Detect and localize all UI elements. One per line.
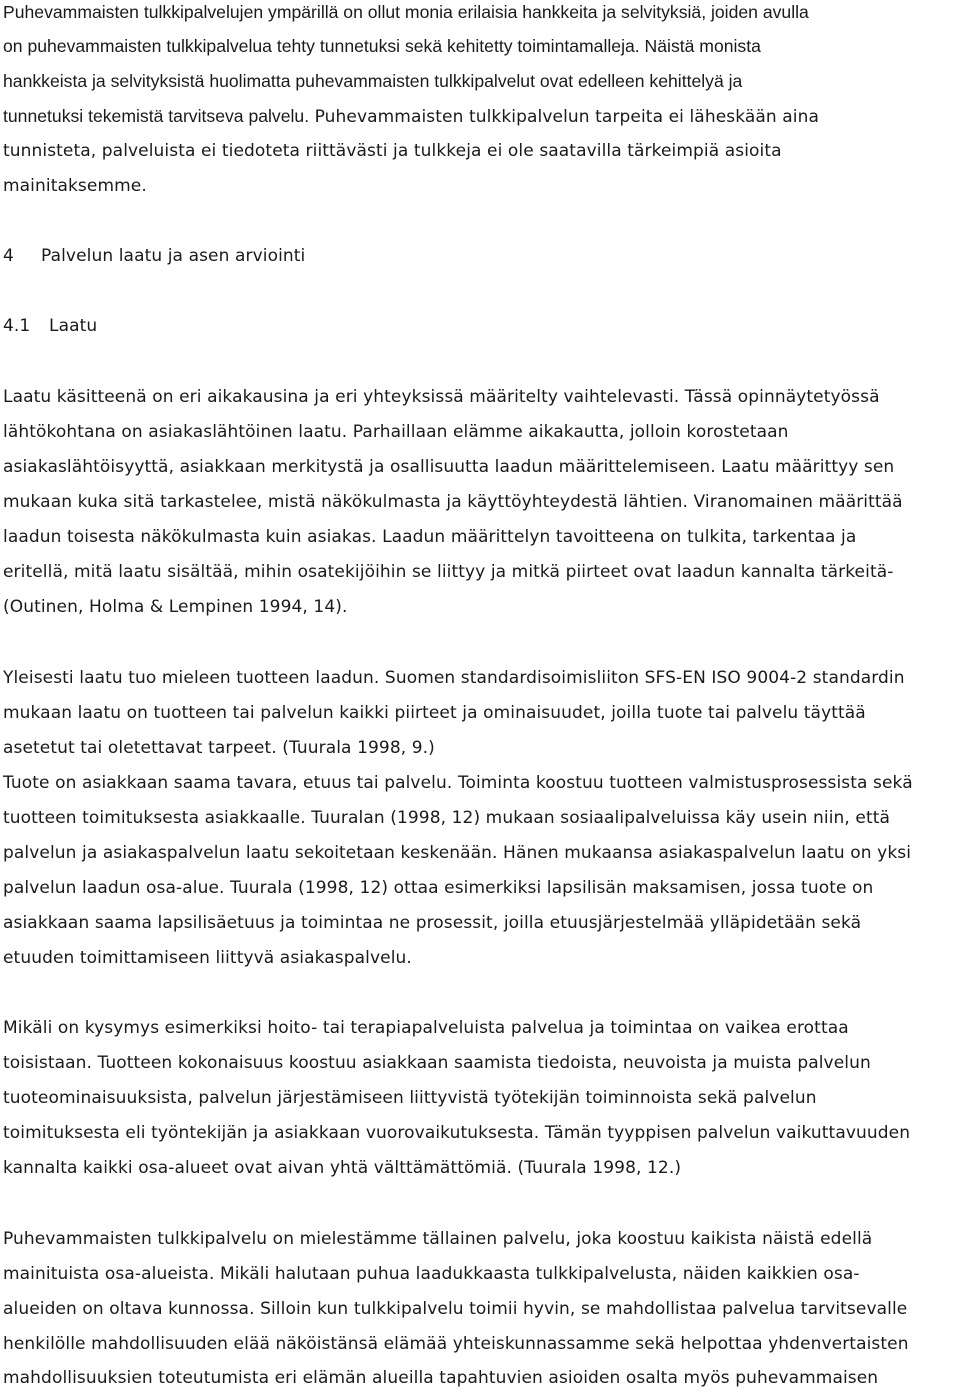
section-heading bbox=[3, 244, 305, 268]
text-line: kannalta kaikki osa-alueet ovat aivan yhtä välttämättömiä. (Tuurala 1998, 12.) bbox=[3, 1158, 682, 1178]
text-line: Laatu käsitteenä on eri aikakausina ja eri yhteyksissä määritelty vaihtelevasti. Tässä opinnäytetyössä bbox=[3, 387, 880, 407]
text-line: etuuden toimittamiseen liittyvä asiakaspalvelu. bbox=[3, 948, 412, 968]
text-line: asetetut tai oletettavat tarpeet. (Tuurala 1998, 9.) bbox=[3, 738, 435, 758]
text-span: tunnetuksi tekemistä tarvitseva palvelu. bbox=[3, 106, 310, 126]
subsection-title: Laatu bbox=[49, 316, 98, 336]
section-title: Palvelun laatu ja asen arviointi bbox=[41, 246, 306, 266]
text-span: hankkeista ja selvityksistä huolimatta puhevammaisten tulkkipalvelut ovat edelleen kehittelyä ja bbox=[3, 71, 743, 91]
text-line bbox=[3, 0, 809, 25]
text-line: toimituksesta eli työntekijän ja asiakkaan vuorovaikutuksesta. Tämän tyyppisen palvelun vaikuttavuuden bbox=[3, 1123, 911, 1143]
text-line: Puhevammaisten tulkkipalvelu on mielestämme tällainen palvelu, joka koostuu kaikista näistä edellä bbox=[3, 1229, 873, 1249]
text-line: lähtökohtana on asiakaslähtöinen laatu. Parhaillaan elämme aikakautta, jolloin korostetaan bbox=[3, 422, 789, 442]
text-line: palvelun ja asiakaspalvelun laatu sekoitetaan keskenään. Hänen mukaansa asiakaspalvelun laatu on yksi bbox=[3, 843, 912, 863]
subsection-number: 4.1 bbox=[3, 316, 31, 336]
text-line bbox=[3, 34, 761, 59]
text-span: on puhevammaisten tulkkipalvelua tehty tunnetuksi sekä kehitetty toimintamalleja. bbox=[3, 36, 640, 56]
text-span: Näistä monista bbox=[639, 36, 761, 56]
text-line: mukaan kuka sitä tarkastelee, mistä näkökulmasta ja käyttöyhteydestä lähtien. Viranomainen määrittää bbox=[3, 492, 903, 512]
text-span: mainitaksemme. bbox=[3, 176, 147, 196]
text-line bbox=[3, 104, 819, 129]
text-line: alueiden on oltava kunnossa. Silloin kun tulkkipalvelu toimii hyvin, se mahdollistaa palvelua tarvitsevalle bbox=[3, 1299, 908, 1319]
text-line: tuotteen toimituksesta asiakkaalle. Tuuralan (1998, 12) mukaan sosiaalipalveluissa käy usein niin, että bbox=[3, 808, 891, 828]
text-line: henkilölle mahdollisuuden elää näköistänsä elämää yhteiskunnassamme sekä helpottaa yhdenvertaisten bbox=[3, 1334, 909, 1354]
text-line: Yleisesti laatu tuo mieleen tuotteen laadun. Suomen standardisoimisliiton SFS-EN ISO 9004-2 standardin bbox=[3, 668, 905, 688]
text-line: Mikäli on kysymys esimerkiksi hoito- tai terapiapalveluista palvelua ja toimintaa on vaikea erottaa bbox=[3, 1018, 849, 1038]
text-line: mainituista osa-alueista. Mikäli halutaan puhua laadukkaasta tulkkipalvelusta, näiden kaikkien osa- bbox=[3, 1264, 860, 1284]
text-line bbox=[3, 139, 782, 163]
text-span: Puhevammaisten tulkkipalvelun tarpeita ei läheskään aina bbox=[309, 107, 819, 127]
section-number: 4 bbox=[3, 246, 14, 266]
text-line: asiakkaan saama lapsilisäetuus ja toimintaa ne prosessit, joilla etuusjärjestelmää ylläpidetään sekä bbox=[3, 913, 862, 933]
text-line: mahdollisuuksien toteutumista eri elämän alueilla tapahtuvien asioiden osalta myös puhevammaisen bbox=[3, 1368, 879, 1388]
text-line: toisistaan. Tuotteen kokonaisuus koostuu asiakkaan saamista tiedoista, neuvoista ja muista palvelun bbox=[3, 1053, 871, 1073]
text-line: palvelun laadun osa-alue. Tuurala (1998, 12) ottaa esimerkiksi lapsilisän maksamisen, jossa tuote on bbox=[3, 878, 874, 898]
text-span: tunnisteta, palveluista ei tiedoteta riittävästi ja tulkkeja ei ole saatavilla tärkeimpiä asioita bbox=[3, 141, 782, 161]
text-span: Puhevammaisten tulkkipalvelujen ympärillä on ollut monia erilaisia hankkeita ja selvityksiä, joiden avulla bbox=[3, 2, 809, 22]
text-line: eritellä, mitä laatu sisältää, mihin osatekijöihin se liittyy ja mitkä piirteet ovat laadun kannalta tärkeitä- bbox=[3, 562, 894, 582]
text-line bbox=[3, 174, 147, 198]
text-line: mukaan laatu on tuotteen tai palvelun kaikki piirteet ja ominaisuudet, joilla tuote tai palvelu täyttää bbox=[3, 703, 866, 723]
subsection-heading bbox=[3, 314, 97, 338]
text-line bbox=[3, 69, 742, 94]
text-line: (Outinen, Holma & Lempinen 1994, 14). bbox=[3, 597, 348, 617]
text-line: asiakaslähtöisyyttä, asiakkaan merkitystä ja osallisuutta laadun määrittelemiseen. Laatu määrittyy sen bbox=[3, 457, 895, 477]
text-line: laadun toisesta näkökulmasta kuin asiakas. Laadun määrittelyn tavoitteena on tulkita, tarkentaa ja bbox=[3, 527, 857, 547]
text-line: Tuote on asiakkaan saama tavara, etuus tai palvelu. Toiminta koostuu tuotteen valmistusprosessista sekä bbox=[3, 773, 913, 793]
text-line: tuoteominaisuuksista, palvelun järjestämiseen liittyvistä työtekijän toiminnoista sekä palvelun bbox=[3, 1088, 817, 1108]
